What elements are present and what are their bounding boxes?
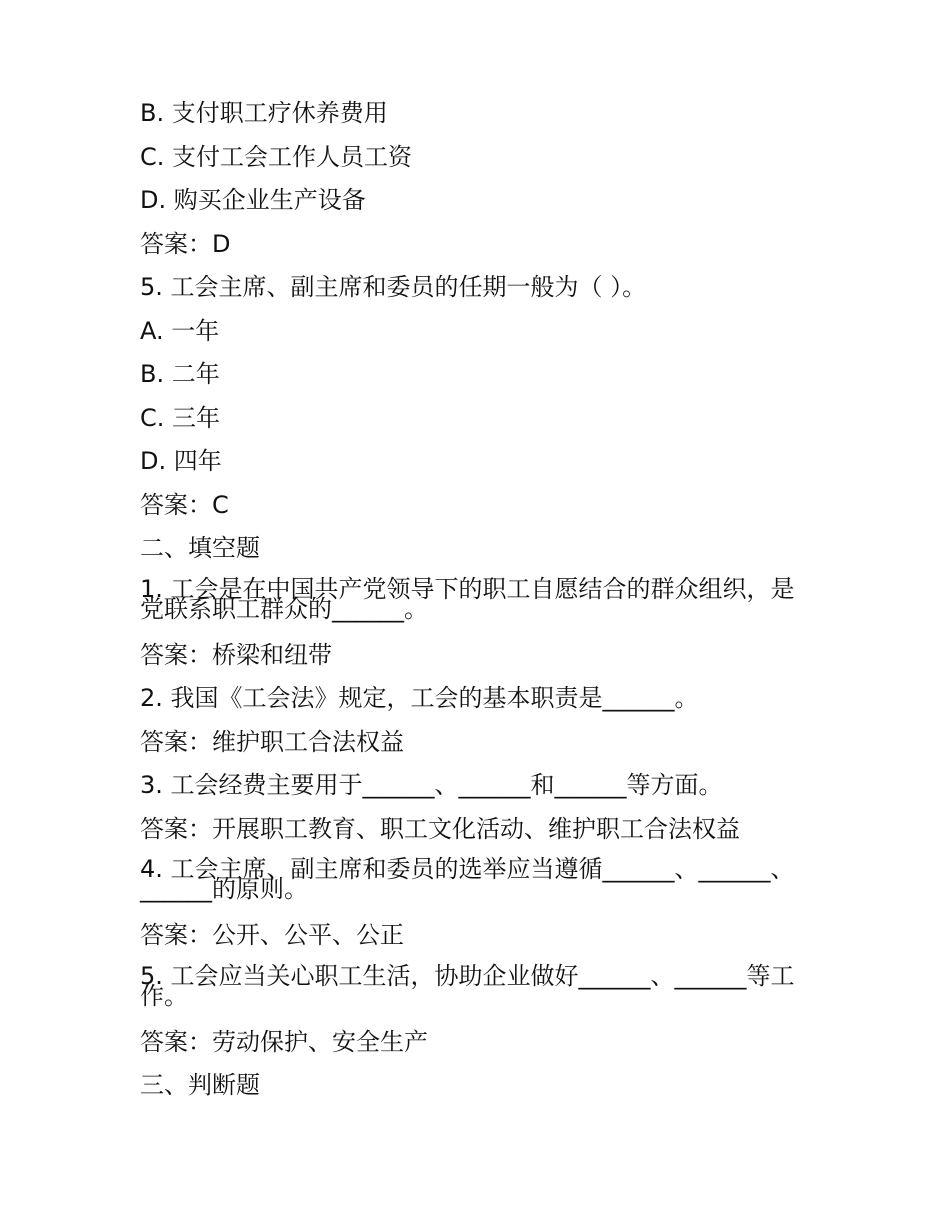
section-heading-fill-in: 二、填空题 <box>140 534 260 562</box>
fill-answer-3: 答案：开展职工教育、职工文化活动、维护职工合法权益 <box>140 814 740 843</box>
fill-question-5: 5. 工会应当关心职工生活，协助企业做好______、______等工作。 <box>140 961 795 1010</box>
option-b-q4: B. 支付职工疗休养费用 <box>140 99 388 127</box>
fill-answer-1: 答案：桥梁和纽带 <box>140 640 332 669</box>
option-d-q4: D. 购买企业生产设备 <box>140 186 366 214</box>
fill-question-1: 1. 工会是在中国共产党领导下的职工自愿结合的群众组织，是党联系职工群众的______。 <box>140 574 795 623</box>
option-c-q4: C. 支付工会工作人员工资 <box>140 142 413 171</box>
fill-question-3: 3. 工会经费主要用于______、______和______等方面。 <box>140 771 723 799</box>
fill-answer-5: 答案：劳动保护、安全生产 <box>140 1027 428 1056</box>
fill-answer-4: 答案：公开、公平、公正 <box>140 921 404 949</box>
document-content <box>140 100 805 1116</box>
section-heading-true-false: 三、判断题 <box>140 1071 260 1099</box>
option-c-q5: C. 三年 <box>140 403 221 432</box>
option-a-q5: A. 一年 <box>140 316 220 345</box>
fill-question-2: 2. 我国《工会法》规定，工会的基本职责是______。 <box>140 684 699 712</box>
option-d-q5: D. 四年 <box>140 447 222 475</box>
fill-question-4: 4. 工会主席、副主席和委员的选举应当遵循______、______、______的原则。 <box>140 855 795 903</box>
fill-answer-2: 答案：维护职工合法权益 <box>140 727 404 756</box>
option-b-q5: B. 二年 <box>140 360 220 388</box>
answer-q5: 答案：C <box>140 490 229 519</box>
answer-q4: 答案：D <box>140 229 231 258</box>
question-5: 5. 工会主席、副主席和委员的任期一般为（ ）。 <box>140 273 647 301</box>
